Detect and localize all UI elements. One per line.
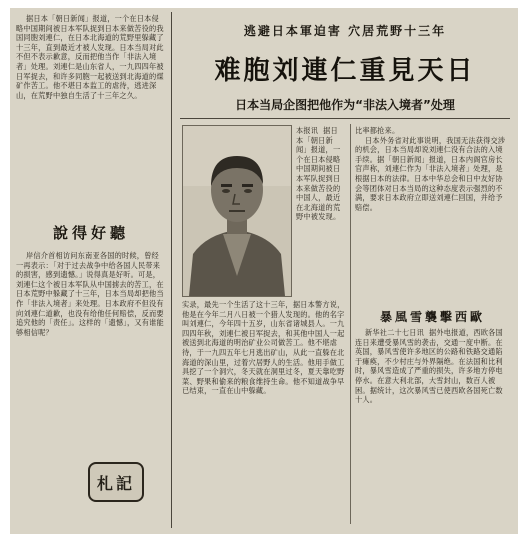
article-kicker: 逃避日本軍迫害 穴居荒野十三年 xyxy=(243,24,447,38)
article-subhead: 日本当局企图把他作为“非法入境者”处理 xyxy=(235,98,455,112)
article-column-divider xyxy=(350,124,351,524)
side-essay-heading: 說得好聽 xyxy=(52,224,129,242)
article-headline: 难胞刘連仁重見天日 xyxy=(214,56,476,86)
bylined-paragraph: 本报讯 据日本「朝日新闻」报道，一个在日本侵略中国期间被日本军队捉到日本来做苦役的中国人，最近在北海道的荒野中被发现。 xyxy=(296,126,341,222)
second-article-text: 新华社二十七日讯 据外电报道，西欧各国连日来遭受暴风雪的袭击，交通一度中断。在英国，暴风雪使许多地区的公路和铁路交通陷于瘫痪，不少村庄与外界隔绝。在法国和比利时，暴风雪造成了严重的损失，许多地方停电停水。在意大利北部，大雪封山，数百人被困。据统计，这次暴风雪已使西欧各国死亡数十人。 xyxy=(355,328,503,405)
side-essay-text: 岸信介首相访问东南亚各国的时候，曾经一再表示：「对于过去战争中给各国人民带来的损害，感到遗憾。」说得真是好听。可是，刘連仁这个被日本军队从中国掳去的苦工，在日本荒野中躲藏了十三年，日本当局却把他当作「非法入境者」来处理。日本政府不但没有向刘連仁道歉，也没有给他任何赔偿，反而要追究他的「责任」。这样的「遗憾」，又有谁能够相信呢？ xyxy=(16,251,164,337)
left-column xyxy=(16,14,166,526)
column-divider xyxy=(171,12,172,528)
column-seal-logo: 札記 xyxy=(88,462,144,502)
headline-rule xyxy=(180,118,510,119)
newspaper-page xyxy=(10,8,518,534)
main-article-text: 实录，最先一个生活了这十三年，据日本警方说，他是在今年二月八日被一个猎人发现的。他的名字叫刘連仁，今年四十五岁，山东省诸城县人。一九四四年秋，刘連仁被日军捉去，和其他中国人一起被送到北海道的明治矿业公司做苦工。他不堪虐待，于一九四五年七月逃出矿山，从此一直躲在北海道的深山里，过着穴居野人的生活。他用手做工具挖了一个洞穴，冬天就在洞里过冬，夏天靠吃野菜、野果和偷来的粮食维持生命。他不知道战争早已结束，一直在山中躲藏。 xyxy=(182,300,345,396)
second-article-headline: 暴風雪襲擊西歐 xyxy=(379,310,485,324)
portrait-photo xyxy=(182,125,292,297)
left-lead-paragraph: 据日本「朝日新闻」报道，一个在日本侵略中国期间被日本军队捉到日本来做苦役的我国同胞刘連仁，在日本北海道的荒野里躲藏了十三年，直到最近才被人发现。日本当局对此不但不表示歉意，反而把他当作「非法入境者」处理。刘連仁是山东省人，一九四四年被日军捉去，和许多同胞一起被送到北海道的煤矿作苦工。他不堪日本监工的虐待，逃进深山，在荒野中独自生活了十三年之久。 xyxy=(16,14,164,100)
portrait-image xyxy=(183,126,291,296)
article-continuation-text: 比率都抢来。 日本外务省对此事说明，我国无法获得交涉的机会，日本当局却说刘連仁没有合法的入境手续。据「朝日新闻」报道，日本内阁官房长官声称，刘連仁作为「非法入境者」处理，是根据日本的法律。日本中华总会和日中友好协会等团体对日本当局的这种态度表示强烈的不满，要求日本政府立即送刘連仁回国，并给予赔偿。 xyxy=(355,126,506,212)
